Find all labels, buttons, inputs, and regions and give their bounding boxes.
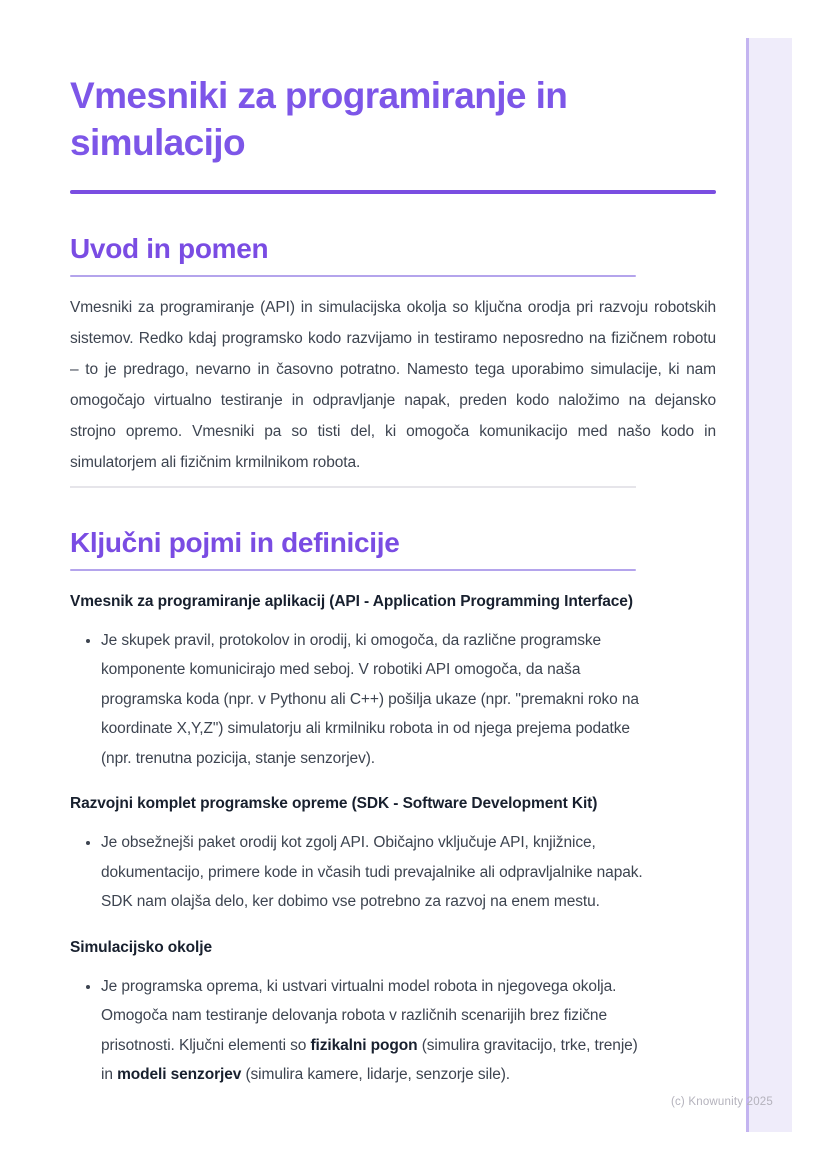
bullet-item: • Je obsežnejši paket orodij kot zgolj API. Običajno vključuje API, knjižnice, dokumentacijo, primere kode in včasih tudi prevajalnike ali odpravljalnike napak. SDK nam olajša delo, ker dobimo vse potrebno za razvoj na enem mestu. xyxy=(101,828,644,917)
term-heading-simulacijsko-okolje: Simulacijsko okolje xyxy=(70,938,212,956)
term-bullets-api xyxy=(70,626,716,774)
term-bullets-simulacijsko-okolje xyxy=(70,972,716,1090)
section-heading-uvod-in-pomen: Uvod in pomen xyxy=(70,233,269,264)
page-title: Vmesniki za programiranje in simulacijo xyxy=(70,75,568,163)
decorative-side-stripe xyxy=(746,38,792,1132)
term-heading-sdk: Razvojni komplet programske opreme (SDK - Software Development Kit) xyxy=(70,795,598,812)
copyright-footer: (c) Knowunity 2025 xyxy=(670,1096,773,1108)
title-divider-rule xyxy=(70,190,716,194)
term-heading-api: Vmesnik za programiranje aplikacij (API - Application Programming Interface) xyxy=(70,592,633,610)
section-heading-kljucni-pojmi: Ključni pojmi in definicije xyxy=(70,526,400,558)
heading-underline xyxy=(70,275,636,277)
bullet-item: • Je skupek pravil, protokolov in orodij, ki omogoča, da različne programske komponente komunicirajo med seboj. V robotiki API omogoča, da naša programska koda (npr. v Pythonu ali C++) pošilja ukaze (npr. "premakni roko na koordinate X,Y,Z") simulatorju ali krmilniku robota in od njega prejema podatke (npr. trenutna pozicija, stanje senzorjev). xyxy=(101,626,644,774)
bullet-item: • Je programska oprema, ki ustvari virtualni model robota in njegovega okolja. Omogoča nam testiranje delovanja robota v različnih scenarijih brez fizične prisotnosti. Ključni elementi so fizikalni pogon (simulira gravitacijo, trke, trenje) in modeli senzorjev (simulira kamere, lidarje, senzorje sile). xyxy=(101,972,644,1090)
term-bullets-sdk xyxy=(70,828,716,917)
intro-paragraph: Vmesniki za programiranje (API) in simulacijska okolja so ključna orodja pri razvoju robotskih sistemov. Redko kdaj programsko kodo razvijamo in testiramo neposredno na fizičnem robotu – to je predrago, nevarno in časovno potratno. Namesto tega uporabimo simulacije, ki nam omogočajo virtualno testiranje in odpravljanje napak, preden kodo naložimo na dejansko strojno opremo. Vmesniki pa so tisti del, ki omogoča komunikacijo med našo kodo in simulatorjem ali fizičnim krmilnikom robota. xyxy=(70,299,716,471)
heading-underline xyxy=(70,569,636,571)
page-content xyxy=(70,0,716,1090)
section-divider xyxy=(70,486,636,488)
